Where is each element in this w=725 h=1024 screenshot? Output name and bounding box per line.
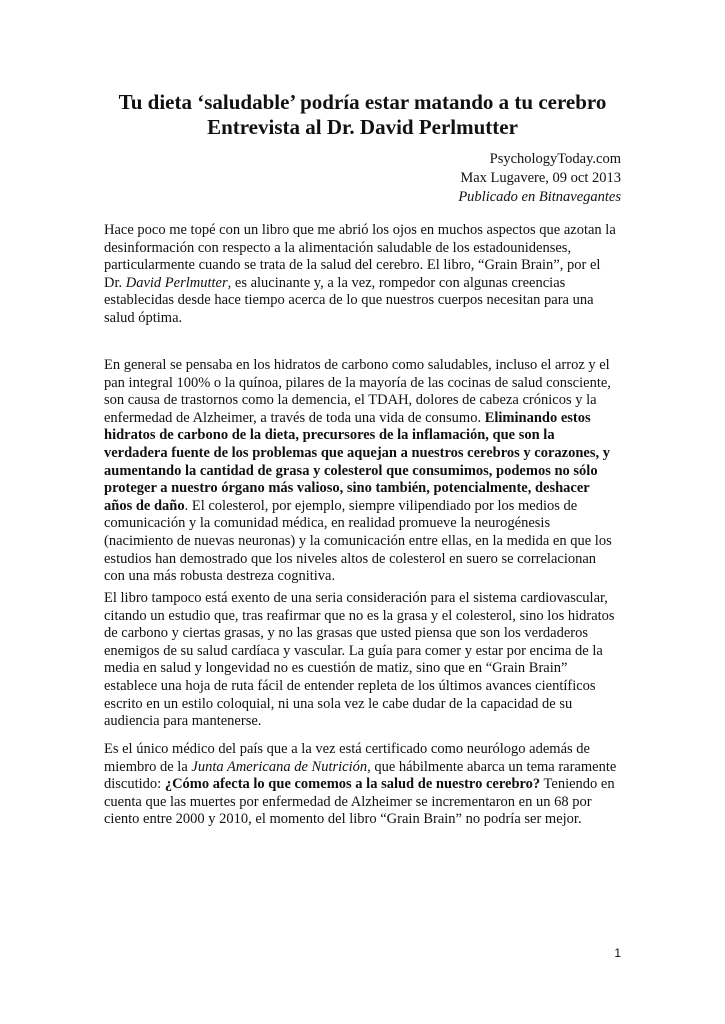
bold-line: aumentando la cantidad de grasa y colesterol que consumimos, podemos no sólo [104, 462, 598, 479]
text-line: Es el único médico del país que a la vez está certificado como neurólogo además de [104, 741, 590, 757]
text-line: particularmente cuando se trata de la salud del cerebro. El libro, “Grain Brain”, por el [104, 257, 601, 274]
published-in: Publicado en Bitnavegantes [458, 189, 621, 205]
text-run: miembro de la [104, 758, 192, 775]
text-run: enfermedad de Alzheimer, a través de toda una vida de consumo. [104, 409, 485, 426]
text-run: Dr. [104, 274, 126, 291]
text-line: enemigos de su salud cardíaca y vascular. La guía para comer y estar por encima de la [104, 642, 603, 659]
text-line: cuenta que las muertes por enfermedad de Alzheimer se incrementaron en un 68 por [104, 793, 592, 810]
text-line: citando un estudio que, tras reafirmar que no es la grasa y el colesterol, sino los hidratos [104, 607, 615, 624]
text-line: con una más robusta destreza cognitiva. [104, 568, 336, 585]
article-subtitle: Entrevista al Dr. David Perlmutter [207, 115, 518, 139]
text-line: establecidas desde hace tiempo acerca de lo que nuestros cuerpos necesitan para una [104, 292, 594, 309]
text-line: ciento entre 2000 y 2010, el momento del libro “Grain Brain” no podría ser mejor. [104, 811, 582, 828]
source-name: PsychologyToday.com [489, 151, 621, 167]
bold-run: años de daño [104, 497, 185, 514]
text-run: , es alucinante y, a la vez, rompedor con algunas creencias [227, 274, 566, 291]
text-line: son causa de trastornos como la demencia, el TDAH, dolores de cabeza crónicos y la [104, 392, 597, 409]
text-line: Hace poco me topé con un libro que me abrió los ojos en muchos aspectos que azotan la [104, 222, 616, 238]
text-line: audiencia para mantenerse. [104, 713, 262, 730]
text-run: discutido: [104, 776, 165, 793]
paragraph-neurologist [104, 741, 624, 829]
text-line: estudios han demostrado que los niveles altos de colesterol en suero se correlacionan [104, 550, 597, 567]
organization-italic: Junta Americana de Nutrición [191, 758, 368, 775]
text-line [104, 498, 624, 516]
text-line: establece una hoja de ruta fácil de entender repleta de los últimos avances científicos [104, 677, 596, 694]
bold-run: Eliminando estos [484, 409, 591, 426]
paragraph-carbohydrates [104, 357, 624, 586]
page-number: 1 [614, 946, 621, 960]
text-line: comunicación y la comunidad médica, en realidad promueve la neurogénesis [104, 515, 551, 532]
text-line [104, 776, 624, 794]
text-line: pan integral 100% o la quínoa, pilares de la mayoría de las cocinas de salud consciente, [104, 374, 611, 391]
author-name-italic: David Perlmutter [125, 274, 228, 291]
text-line: salud óptima. [104, 309, 183, 326]
bold-question: ¿Cómo afecta lo que comemos a la salud de nuestro cerebro? [164, 776, 541, 793]
text-line [104, 275, 624, 293]
text-line: media en salud y longevidad no es cuestión de matiz, sino que en “Grain Brain” [104, 660, 568, 677]
author-date: Max Lugavere, 09 oct 2013 [460, 170, 621, 186]
bold-line: hidratos de carbono de la dieta, precursores de la inflamación, que son la [104, 427, 555, 444]
paragraph-cardiovascular [104, 590, 624, 731]
text-run: Teniendo en [540, 776, 615, 793]
text-line [104, 759, 624, 777]
text-line: En general se pensaba en los hidratos de carbono como saludables, incluso el arroz y el [104, 357, 610, 373]
text-line: desinformación con respecto a la alimentación saludable de los estadounidenses, [104, 239, 572, 256]
bold-line: verdadera fuente de los problemas que aquejan a nuestros cerebros y corazones, y [104, 444, 610, 461]
text-line: El libro tampoco está exento de una seria consideración para el sistema cardiovascular, [104, 590, 608, 606]
text-line: (nacimiento de nuevas neuronas) y la comunicación entre ellas, en la medida en que los [104, 532, 612, 549]
text-run: , que hábilmente abarca un tema raramente [367, 758, 617, 775]
article-title: Tu dieta ‘saludable’ podría estar matando a tu cerebro [118, 90, 607, 114]
text-run: . El colesterol, por ejemplo, siempre vilipendiado por los medios de [184, 497, 578, 514]
text-line: de carbono y ciertas grasas, y no las grasas que usted piensa que son los verdaderos [104, 625, 588, 642]
bold-line: proteger a nuestro órgano más valioso, sino también, potencialmente, deshacer [104, 480, 590, 497]
paragraph-intro [104, 222, 624, 328]
text-line: escrito en un estilo coloquial, ni una sola vez le cabe dudar de la capacidad de su [104, 695, 573, 712]
text-line [104, 410, 624, 428]
